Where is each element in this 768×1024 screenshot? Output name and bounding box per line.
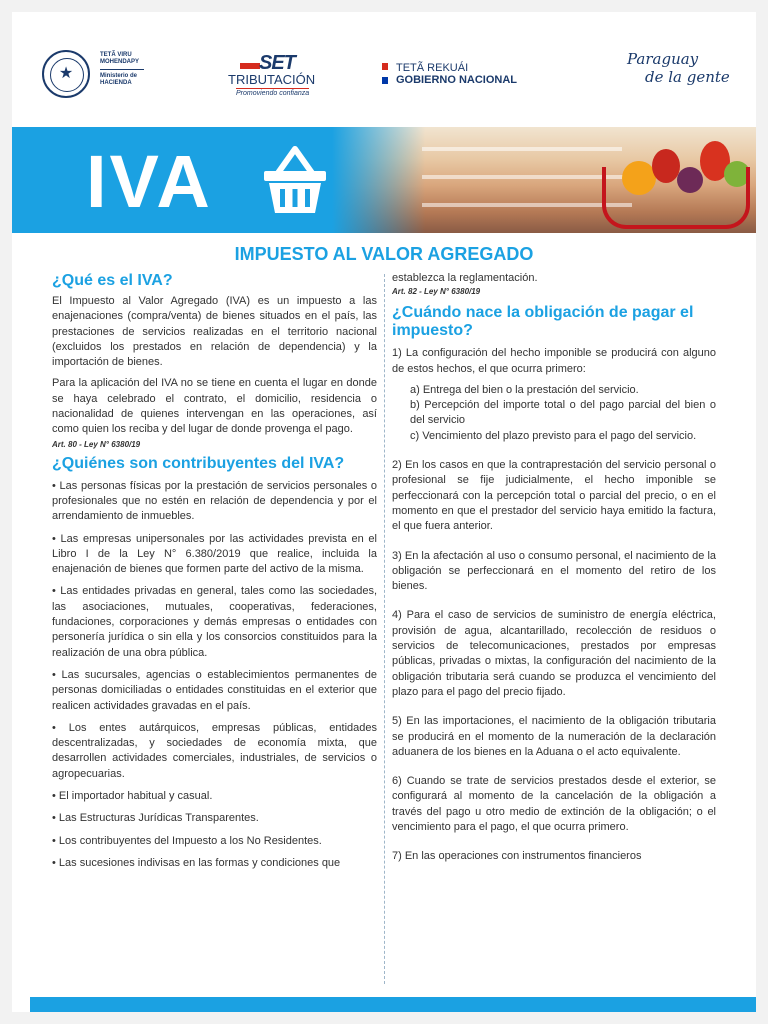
bullet-item: • Las personas físicas por la prestación de servicios personales o profesionales que no estén en relación de dependencia y por el arrendamiento de inmuebles. [52, 479, 377, 523]
republic-seal-icon: ★ [42, 50, 90, 98]
right-column [392, 272, 716, 865]
bullet-item: • El importador habitual y casual. [52, 790, 213, 803]
paragraph-3: 3) En la afectación al uso o consumo personal, el nacimiento de la obligación se perfeccionará en el momento del retiro de los bienes. [392, 549, 716, 593]
paragraph-1c: c) Vencimiento del plazo previsto para el pago del servicio. [410, 429, 697, 442]
shopping-basket-icon [262, 143, 328, 219]
basket-image [602, 167, 750, 229]
ministry-separator [100, 69, 144, 70]
paragraph-5: 5) En las importaciones, el nacimiento de la obligación tributaria se producirá en el momento de la numeración de la declaración aduanera de los bienes en la Aduana o el acto equivalente. [392, 715, 716, 758]
document-title: IMPUESTO AL VALOR AGREGADO [234, 244, 534, 264]
header [12, 12, 756, 127]
slogan-line-1: Paraguay [627, 50, 699, 68]
flag-icon [382, 63, 388, 85]
bullet-item: • Las sucesiones indivisas en las formas y condiciones que [52, 856, 341, 869]
heading-cuando: ¿Cuándo nace la obligación de pagar el impuesto? [392, 304, 694, 340]
set-name: TRIBUTACIÓN [228, 72, 316, 87]
set-slogan: Promoviendo confianza [236, 90, 310, 97]
column-divider [384, 274, 385, 984]
citation-art-80: Art. 80 - Ley N° 6380/19 [52, 439, 141, 449]
ministry-logo [100, 52, 170, 87]
paragraph-que-es-2: Para la aplicación del IVA no se tiene en cuenta el lugar en donde se haya celebrado el contrato, el domicilio, residencia o nacionalidad de quienes intervengan en las operaciones, así como quien los reciba y del lugar de donde provenga el pago. [52, 377, 377, 436]
bullet-item: • Los contribuyentes del Impuesto a los No Residentes. [52, 834, 322, 847]
paragraph-2: 2) En los casos en que la contraprestación del servicio personal o profesional se fije judicialmente, el hecho imponible se perfeccionará con la percepción total o parcial del precio, o en el momento en que el prestador del servicio haya emitido la factura, el que fuera anterior. [392, 459, 716, 533]
bullet-item: • Las entidades privadas en general, tales como las sociedades, las asociaciones, mutuales, cooperativas, federaciones, fundaciones, corporaciones y demás empresas o entidades con personería jurídica o sin ella y los consorcios constituidos para la realización de una obra pública. [52, 585, 377, 659]
government-line-1: TETÃ REKUÁI [396, 62, 469, 74]
bullet-item: • Las empresas unipersonales por las actividades prevista en el Libro I de la Ley N° 6.380/2019 que realice, incluida la enajenación de bienes que formen parte del activo de la misma. [52, 532, 377, 576]
paraguay-slogan-logo [627, 50, 737, 86]
slogan-line-2: de la gente [645, 68, 730, 86]
heading-que-es: ¿Qué es el IVA? [52, 272, 173, 289]
set-mark-text: SET [259, 52, 295, 74]
paragraph-7: 7) En las operaciones con instrumentos financieros [392, 850, 642, 863]
heading-quienes: ¿Quiénes son contribuyentes del IVA? [52, 454, 345, 472]
set-dash-icon: ▬ [240, 52, 259, 74]
ministry-line-1: TETÃ VIRU MOHENDAPY [100, 52, 140, 65]
paragraph-1a: a) Entrega del bien o la prestación del servicio. [410, 383, 639, 396]
bullet-item: • Las Estructuras Jurídicas Transparentes. [52, 812, 259, 825]
paragraph-6: 6) Cuando se trate de servicios prestados desde el exterior, se configurará al momento de la cancelación de la obligación a través del pago u otro medio de extinción de la obligación; o el vencimiento para el pago, el que ocurra primero. [392, 775, 716, 834]
left-column [52, 272, 377, 871]
citation-art-82: Art. 82 - Ley N° 6380/19 [392, 287, 481, 297]
paragraph-que-es-1: El Impuesto al Valor Agregado (IVA) es un impuesto a las enajenaciones (compra/venta) de bienes situados en el país, las prestaciones de servicios realizadas en el territorio nacional (excluidos los prestados en relación de dependencia) y la importación de bienes. [52, 295, 377, 369]
footer-bar [30, 997, 756, 1012]
set-logo [222, 52, 322, 100]
ministry-line-2: Ministerio de HACIENDA [100, 73, 138, 86]
paragraph-continuation: establezca la reglamentación. [392, 272, 538, 284]
paragraph-1: 1) La configuración del hecho imponible se producirá con alguno de estos hechos, el que ocurra primero: [392, 347, 716, 375]
bullet-item: • Las sucursales, agencias o establecimientos permanentes de personas domiciliadas o entidades constituidas en el exterior que realicen actividades gravadas en el país. [52, 668, 377, 712]
government-line-2: GOBIERNO NACIONAL [396, 74, 517, 86]
paragraph-4: 4) Para el caso de servicios de suministro de energía eléctrica, provisión de agua, alcantarillado, recolección de residuos o servicios de telecomunicaciones, prestados por empresas públicas, privadas o mixtas, la configuración del nacimiento de la obligación tributaria será cuando se produzca el vencimiento del plazo para el pago del precio fijado. [392, 609, 716, 698]
flyer-page [12, 12, 756, 1012]
bullet-item: • Los entes autárquicos, empresas públicas, entidades descentralizadas, y sociedades de economía mixta, que desarrollen actividades comerciales, industriales, de servicios o agropecuarias. [52, 721, 377, 780]
supermarket-photo [332, 127, 756, 233]
iva-banner-title: IVA [86, 140, 213, 223]
hero-banner [12, 127, 756, 233]
paragraph-1b: b) Percepción del importe total o del pago parcial del bien o del servicio [410, 399, 716, 427]
